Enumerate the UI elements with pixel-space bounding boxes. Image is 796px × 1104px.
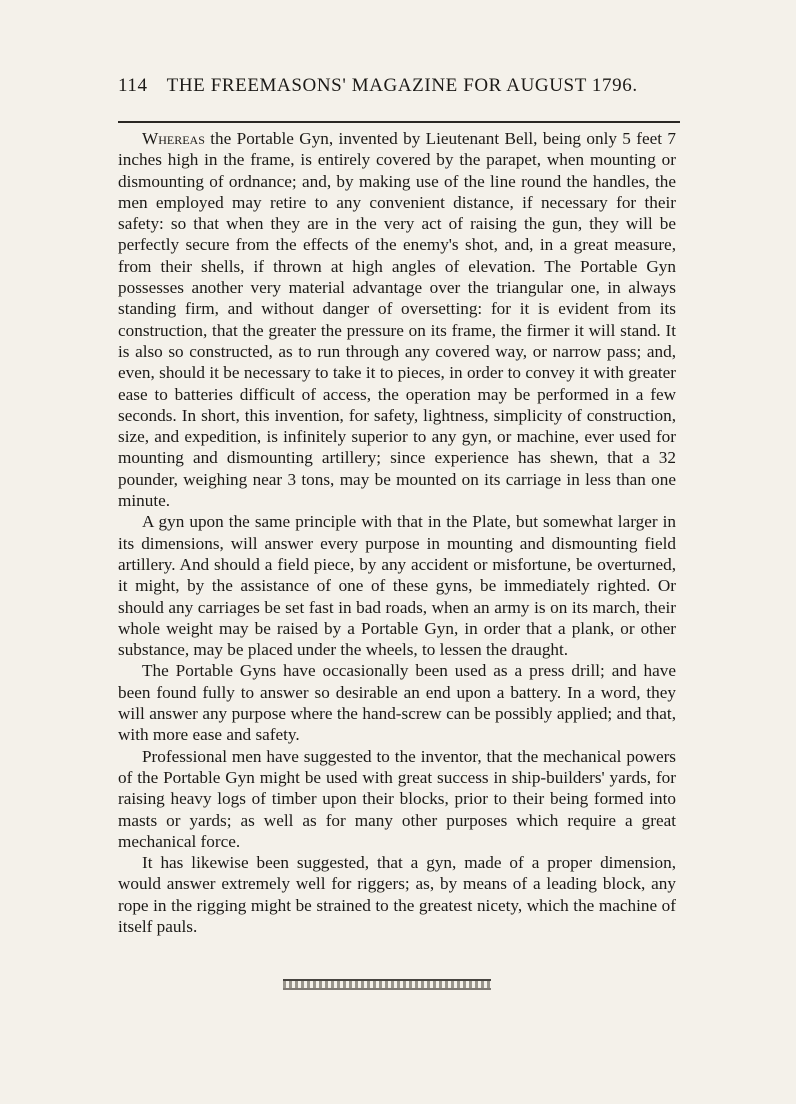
paragraph-text: the Portable Gyn, invented by Lieutenant Bell, being only 5 feet 7 inches high in the frame, is entirely covered by the parapet, when mounting or dismounting of ordnance; and, by making use of the line round the handles, the men employed may retire to any convenient distance, if necessary for their safety: so that when they are in the very act of raising the gun, they will be perfectly secure from the effects of the enemy's shot, and, in a great measure, from their shells, if thrown at high angles of elevation. The Portable Gyn possesses another very material advantage over the triangular one, in always standing firm, and without danger of oversetting: for it is evident from its construction, that the greater the pressure on its frame, the firmer it will stand. It is also so constructed, as to run through any covered way, or narrow pass; and, even, should it be necessary to take it to pieces, in order to convey it with greater ease to batteries difficult of access, the operation may be performed in a few seconds. In short, this invention, for safety, lightness, simplicity of construction, size, and expedition, is infinitely superior to any gyn, or machine, ever used for mounting and dismounting artillery; since experience has shewn, that a 32 pounder, weighing near 3 tons, may be mounted on its carriage in less than one minute. (118, 129, 676, 511)
ornamental-end-rule (283, 979, 491, 990)
paragraph-text: It has likewise been suggested, that a gyn, made of a proper dimension, would answer extremely well for riggers; as, by means of a leading block, any rope in the rigging might be strained to the greatest nicety, which the machine of itself pauls. (118, 853, 676, 936)
paragraph-text: A gyn upon the same principle with that in the Plate, but somewhat larger in its dimensions, will answer every purpose in mounting and dismounting field artillery. And should a field piece, by any accident or misfortune, be overturned, it might, by the assistance of one of these gyns, be immediately righted. Or should any carriages be set fast in bad roads, when an army is on its march, their whole weight may be raised by a Portable Gyn, in order that a plank, or other substance, may be placed under the wheels, to lessen the draught. (118, 512, 676, 660)
paragraph-1 (118, 128, 676, 511)
running-header (118, 75, 678, 97)
article-body (118, 128, 676, 937)
paragraph-4 (118, 746, 676, 852)
header-rule (118, 121, 680, 123)
page-number: 114 (118, 75, 148, 96)
paragraph-5 (118, 852, 676, 937)
paragraph-text: The Portable Gyns have occasionally been used as a press drill; and have been found fully to answer so desirable an end upon a battery. In a word, they will answer any purpose where the hand-screw can be possibly applied; and that, with more ease and safety. (118, 661, 676, 745)
paragraph-2 (118, 511, 676, 660)
paragraph-text: Professional men have suggested to the inventor, that the mechanical powers of the Portable Gyn might be used with great success in ship-builders' yards, for raising heavy logs of timber upon their blocks, prior to their being formed into masts or yards; as well as for many other purposes which require a great mechanical force. (118, 746, 676, 851)
paragraph-3 (118, 660, 676, 745)
paragraph-lead-word: Whereas (142, 129, 205, 148)
running-title: THE FREEMASONS' MAGAZINE FOR AUGUST 1796. (166, 75, 638, 96)
